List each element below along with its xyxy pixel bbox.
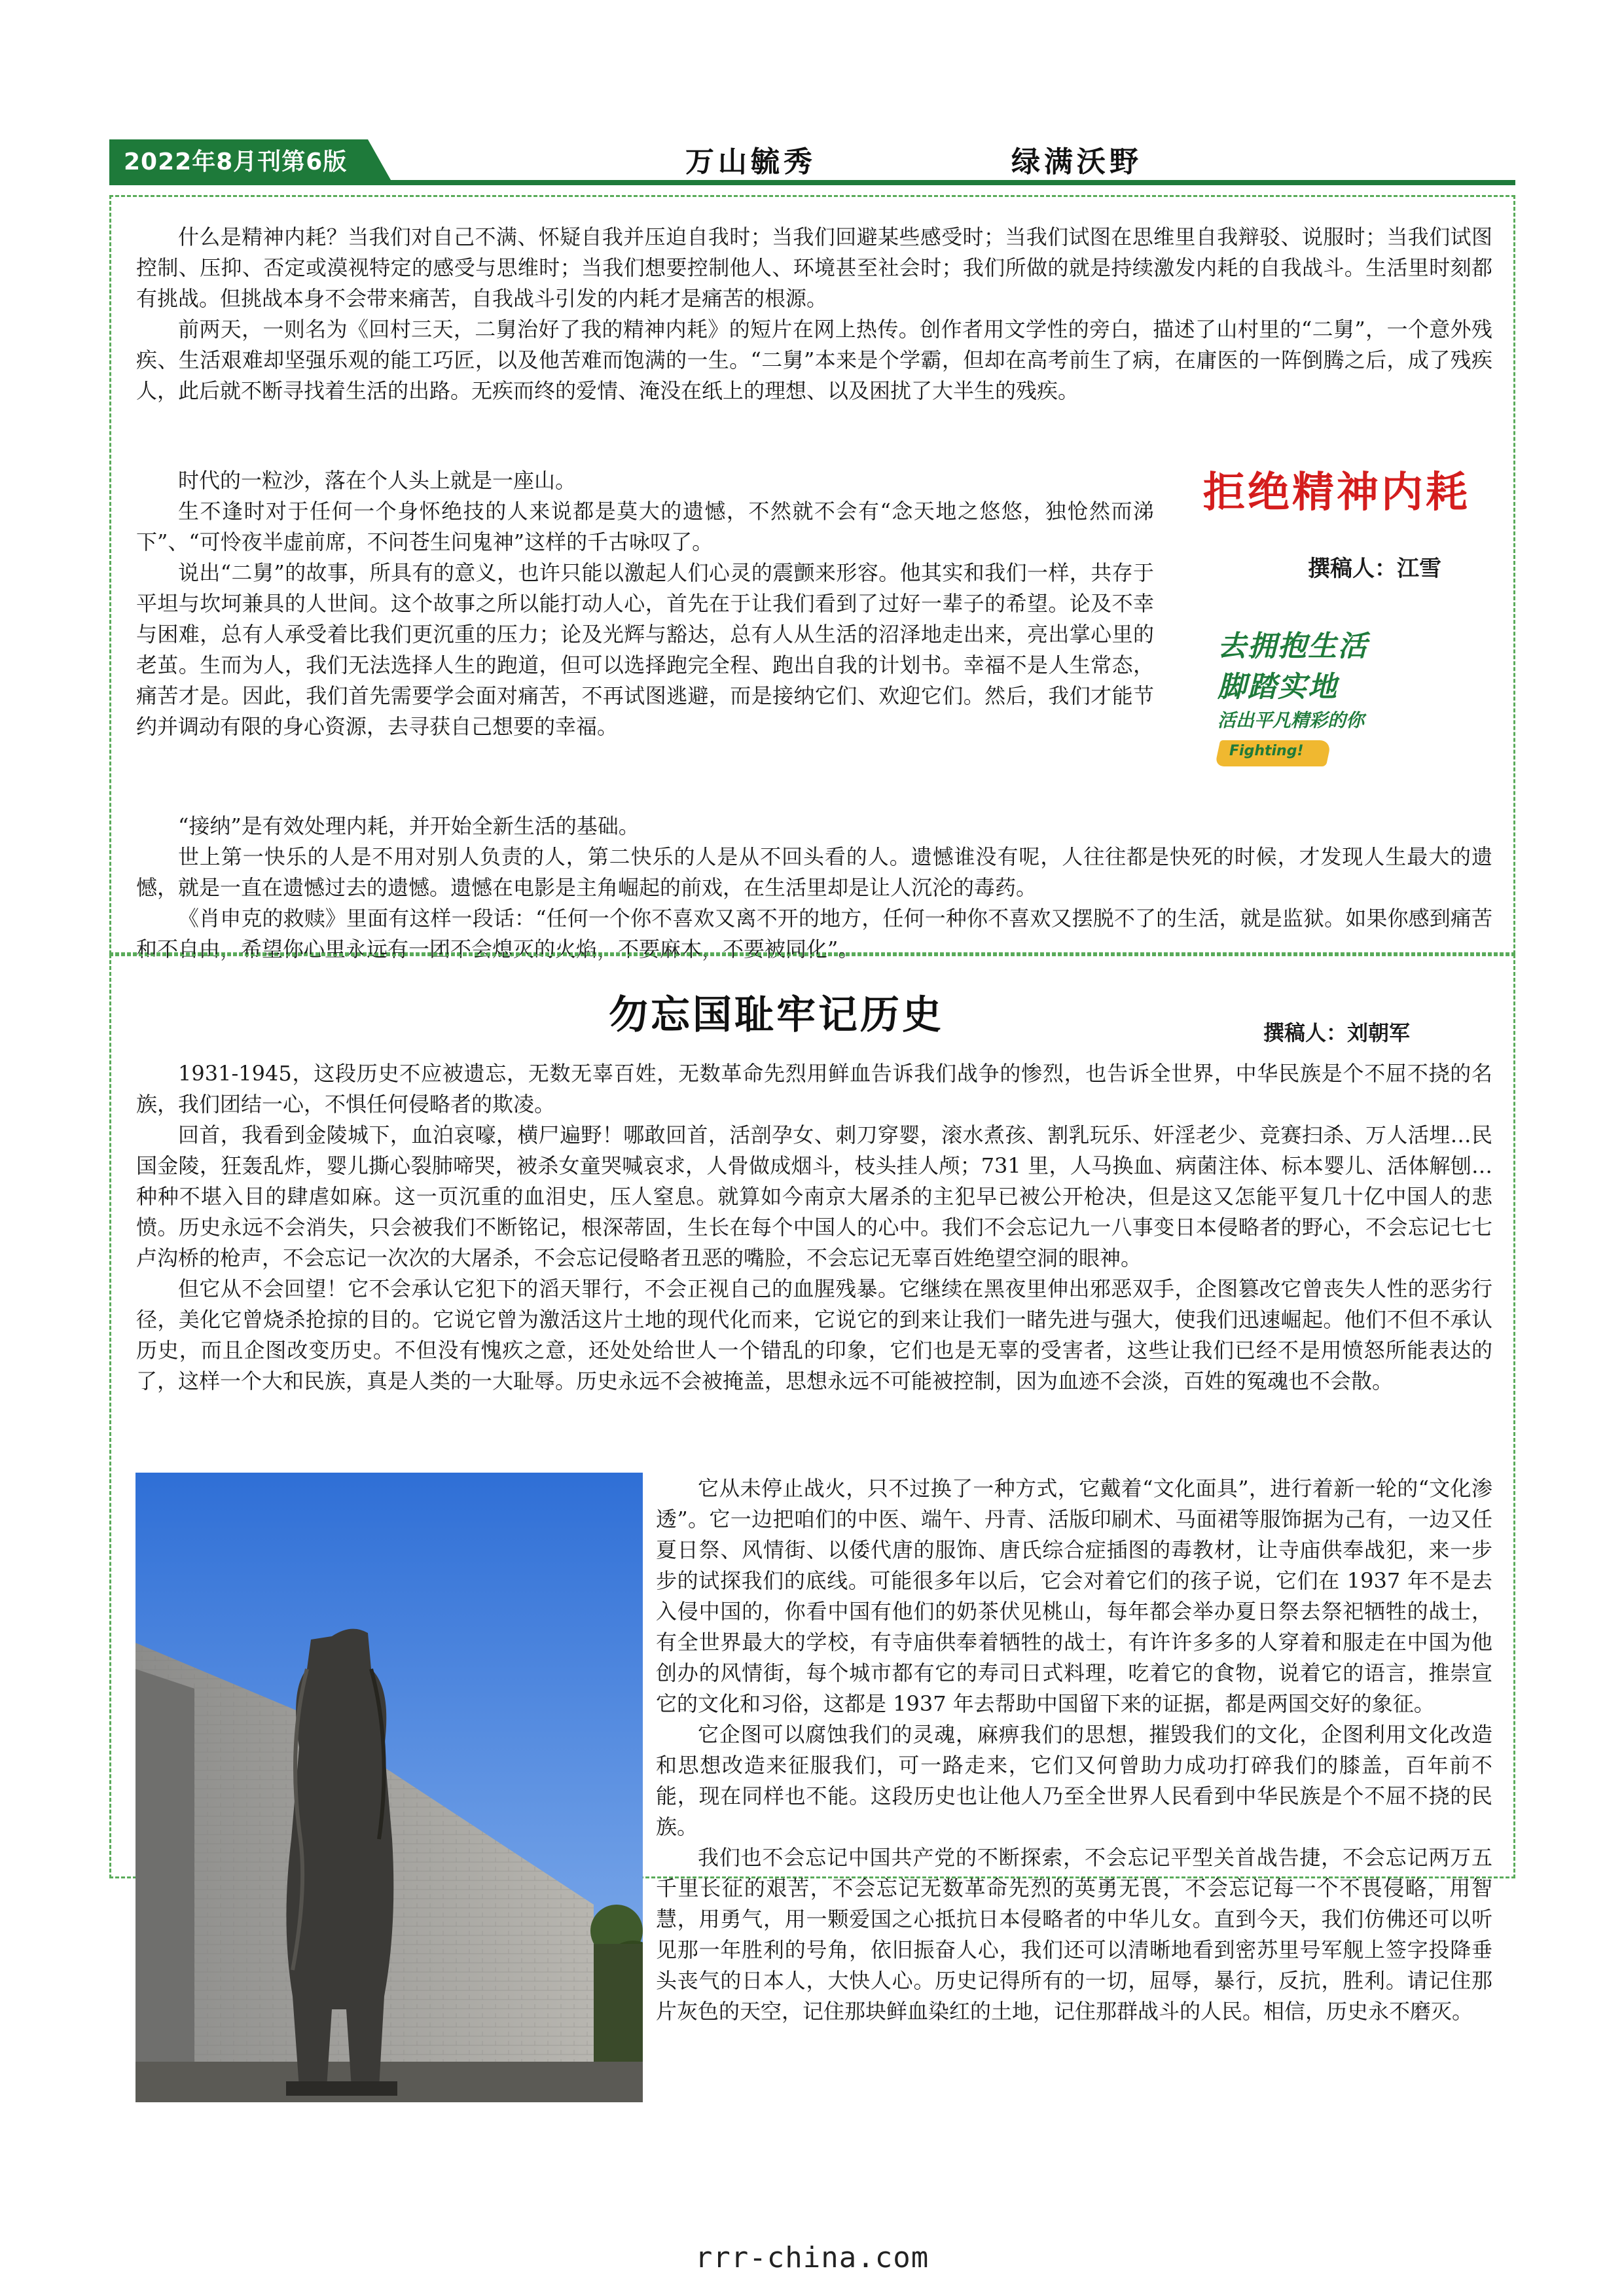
- slogan-graphic: [1218, 622, 1440, 773]
- paragraph: 说出“二舅”的故事，所具有的意义，也许只能以激起人们心灵的震颤来形容。他其实和我们一样，共存于平坦与坎坷兼具的人世间。这个故事之所以能打动人心，首先在于让我们看到了过好一辈子的希望。论及不幸与困难，总有人承受着比我们更沉重的压力；论及光辉与豁达，总有人从生活的沼泽地走出来，亮出掌心里的老茧。生而为人，我们无法选择人生的跑道，但可以选择跑完全程、跑出自我的计划书。幸福不是人生常态，痛苦才是。因此，我们首先需要学会面对痛苦，不再试图逃避，而是接纳它们、欢迎它们。然后，我们才能节约并调动有限的身心资源，去寻获自己想要的幸福。: [136, 560, 1154, 739]
- paragraph: 它企图可以腐蚀我们的灵魂，麻痹我们的思想，摧毁我们的文化，企图利用文化改造和思想改造来征服我们，可一路走来，它们又何曾助力成功打碎我们的膝盖，百年前不能，现在同样也不能。这段历史也让他人乃至全世界人民看到中华民族是个不屈不挠的民族。: [656, 1722, 1492, 1839]
- paragraph: 世上第一快乐的人是不用对别人负责的人，第二快乐的人是从不回头看的人。遗憾谁没有呢，人往往都是快死的时候，才发现人生最大的遗憾，就是一直在遗憾过去的遗憾。遗憾在电影是主角崛起的前戏，在生活里却是让人沉沦的毒药。: [136, 844, 1492, 900]
- paragraph: 它从未停止战火，只不过换了一种方式，它戴着“文化面具”，进行着新一轮的“文化渗透”。它一边把咱们的中医、端午、丹青、活版印刷术、马面裙等服饰据为己有，一边又任夏日祭、风情街、以倭代唐的服饰、唐氏综合症插图的毒教材，让寺庙供奉战犯，来一步步的试探我们的底线。可能很多年以后，它会对着它们的孩子说，它们在 1937 年不是去入侵中国的，你看中国有他们的奶茶伏见桃山，每年都会举办夏日祭去祭祀牺牲的战士，有全世界最大的学校，有寺庙供奉着牺牲的战士，有许许多多的人穿着和服走在中国为他创办的风情街，每个城市都有它的寿司日式料理，吃着它的食物，说着它的语言，推崇宣它的文化和习俗，这都是 1937 年去帮助中国留下来的证据，都是两国交好的象征。: [656, 1476, 1492, 1716]
- page-header: [109, 134, 1515, 187]
- article-1-body-bottom: [136, 811, 1492, 965]
- header-slogan-left: 万山毓秀: [685, 145, 816, 179]
- article-1-body-mid: [136, 465, 1154, 742]
- paragraph: 前两天，一则名为《回村三天，二舅治好了我的精神内耗》的短片在网上热传。创作者用文学性的旁白，描述了山村里的“二舅”，一个意外残疾、生活艰难却坚强乐观的能工巧匠，以及他苦难而饱满的一生。“二舅”本来是个学霸，但却在高考前生了病，在庸医的一阵倒腾之后，成了残疾人，此后就不断寻找着生活的出路。无疾而终的爱情、淹没在纸上的理想、以及困扰了大半生的残疾。: [136, 317, 1492, 403]
- article-1-body-top: [136, 222, 1492, 406]
- issue-label: 2022年8月刊第6版: [124, 149, 348, 175]
- paragraph: 回首，我看到金陵城下，血泊哀嚎，横尸遍野！哪敢回首，活剖孕女、刺刀穿婴，滚水煮孩、割乳玩乐、奸淫老少、竞赛扫杀、万人活埋…民国金陵，狂轰乱炸，婴儿撕心裂肺啼哭，被杀女童哭喊哀求，人骨做成烟斗，枝头挂人颅；731 里，人马换血、病菌注体、标本婴儿、活体解刨…种种不堪入目的肆虐如麻。这一页沉重的血泪史，压人窒息。就算如今南京大屠杀的主犯早已被公开枪决，但是这又怎能平复几十亿中国人的悲愤。历史永远不会消失，只会被我们不断铭记，根深蒂固，生长在每个中国人的心中。我们不会忘记九一八事变日本侵略者的野心，不会忘记七七卢沟桥的枪声，不会忘记一次次的大屠杀，不会忘记侵略者丑恶的嘴脸，不会忘记无辜百姓绝望空洞的眼神。: [136, 1122, 1492, 1270]
- graphic-line-1: 去拥抱生活: [1218, 630, 1368, 663]
- footer-url: rrr-china.com: [695, 2241, 929, 2274]
- paragraph: 时代的一粒沙，落在个人头上就是一座山。: [178, 468, 577, 493]
- article-1-author: 撰稿人：江雪: [1308, 556, 1441, 582]
- article-1-box: [109, 195, 1515, 961]
- article-2-author: 撰稿人：刘朝军: [1263, 1020, 1411, 1045]
- paragraph: “接纳”是有效处理内耗，并开始全新生活的基础。: [178, 814, 640, 838]
- article-2-body-top: [136, 1058, 1492, 1397]
- header-rule: [109, 180, 1515, 185]
- paragraph: 我们也不会忘记中国共产党的不断探索，不会忘记平型关首战告捷，不会忘记两万五千里长征的艰苦，不会忘记无数革命先烈的英勇无畏，不会忘记每一个不畏侵略，用智慧，用勇气，用一颗爱国之心抵抗日本侵略者的中华儿女。直到今天，我们仿佛还可以听见那一年胜利的号角，依旧振奋人心，我们还可以清晰地看到密苏里号军舰上签字投降垂头丧气的日本人，大快人心。历史记得所有的一切，屈辱，暴行，反抗，胜利。请记住那片灰色的天空，记住那块鲜血染红的土地，记住那群战斗的人民。相信，历史永不磨灭。: [656, 1845, 1492, 2024]
- memorial-statue-photo: [135, 1473, 643, 2102]
- paragraph: 1931-1945，这段历史不应被遗忘，无数无辜百姓，无数革命先烈用鲜血告诉我们战争的惨烈，也告诉全世界，中华民族是个不屈不挠的名族，我们团结一心，不惧任何侵略者的欺凌。: [136, 1061, 1492, 1117]
- paragraph: 但它从不会回望！它不会承认它犯下的滔天罪行，不会正视自己的血腥残暴。它继续在黑夜里伸出邪恶双手，企图篡改它曾丧失人性的恶劣行径，美化它曾烧杀抢掠的目的。它说它曾为激活这片土地的现代化而来，它说它的到来让我们一睹先进与强大，使我们迅速崛起。他们不但不承认历史，而且企图改变历史。不但没有愧疚之意，还处处给世人一个错乱的印象，它们也是无辜的受害者，这些让我们已经不是用愤怒所能表达的了，这样一个大和民族，真是人类的一大耻辱。历史永远不会被掩盖，思想永远不可能被控制，因为血迹不会淡，百姓的冤魂也不会散。: [136, 1276, 1492, 1393]
- article-2-box: [109, 954, 1515, 2024]
- article-2-title: 勿忘国耻牢记历史: [609, 992, 944, 1038]
- graphic-line-2: 脚踏实地: [1218, 670, 1338, 704]
- fighting-tag: Fighting!: [1229, 743, 1304, 759]
- paragraph: 《肖申克的救赎》里面有这样一段话：“任何一个你不喜欢又离不开的地方，任何一种你不喜欢又摆脱不了的生活，就是监狱。如果你感到痛苦和不自由，希望你心里永远有一团不会熄灭的火焰，不要麻木，不要被同化”。: [136, 906, 1492, 961]
- article-1-title: 拒绝精神内耗: [1203, 469, 1470, 517]
- article-2-body-side: [656, 1473, 1492, 2027]
- header-slogan-right: 绿满沃野: [1011, 145, 1142, 179]
- paragraph: 什么是精神内耗？当我们对自己不满、怀疑自我并压迫自我时；当我们回避某些感受时；当我们试图在思维里自我辩驳、说服时；当我们试图控制、压抑、否定或漠视特定的感受与思维时；当我们想要控制他人、环境甚至社会时；我们所做的就是持续激发内耗的自我战斗。生活里时刻都有挑战。但挑战本身不会带来痛苦，自我战斗引发的内耗才是痛苦的根源。: [136, 224, 1492, 311]
- paragraph: 生不逢时对于任何一个身怀绝技的人来说都是莫大的遗憾，不然就不会有“念天地之悠悠，独怆然而涕下”、“可怜夜半虚前席，不问苍生问鬼神”这样的千古咏叹了。: [136, 499, 1154, 554]
- graphic-line-3: 活出平凡精彩的你: [1218, 709, 1365, 731]
